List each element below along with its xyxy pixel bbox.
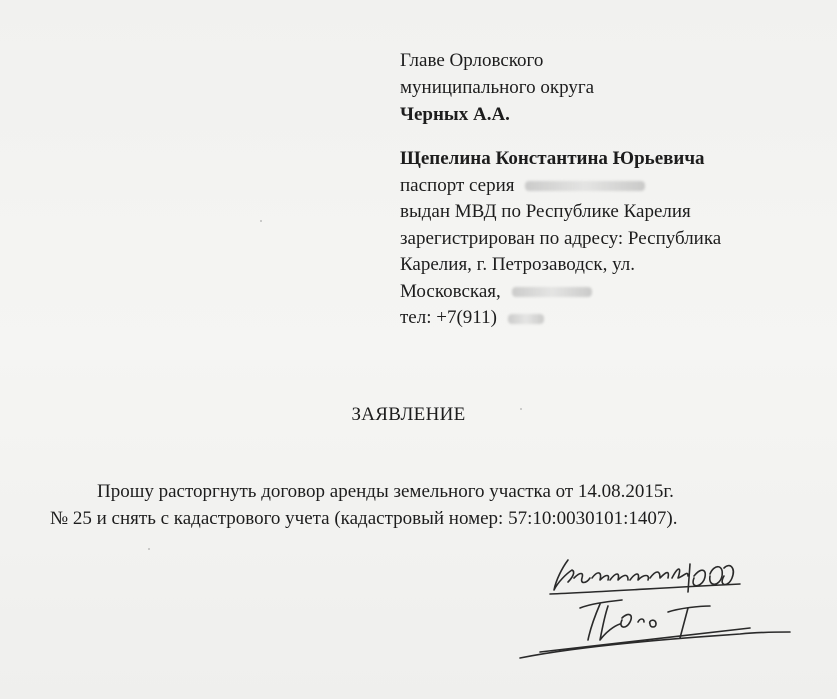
applicant-block: [400, 146, 721, 332]
redacted-phone: [508, 314, 544, 324]
body-line1: Прошу расторгнуть договор аренды земельного участка от 14.08.2015г.: [97, 481, 674, 502]
document-title: ЗАЯВЛЕНИЕ: [351, 404, 466, 425]
applicant-address-line3: [400, 279, 721, 306]
address-street: Московская,: [400, 280, 501, 302]
body-line2: № 25 и снять с кадастрового учета (кадастровый номер: 57:10:0030101:1407).: [50, 508, 678, 529]
applicant-passport-line: [400, 173, 721, 200]
redacted-address: [512, 287, 592, 297]
scan-speck: [260, 220, 262, 222]
scan-speck: [520, 408, 522, 410]
addressee-block: [400, 47, 594, 128]
redacted-passport: [525, 181, 645, 191]
scan-speck: [148, 548, 150, 550]
addressee-line1: Главе Орловского: [400, 50, 544, 71]
applicant-address-line2: Карелия, г. Петрозаводск, ул.: [400, 254, 635, 275]
applicant-phone-line: [400, 305, 721, 332]
applicant-name: Щепелина Константина Юрьевича: [400, 148, 705, 169]
phone-label: тел: +7(911): [400, 307, 497, 328]
passport-label: паспорт серия: [400, 174, 515, 196]
applicant-issued: выдан МВД по Республике Карелия: [400, 201, 691, 222]
addressee-line2: муниципального округа: [400, 77, 595, 98]
handwritten-signature: [510, 548, 800, 668]
document-body: [50, 478, 790, 532]
applicant-address-line1: зарегистрирован по адресу: Республика: [400, 227, 722, 249]
document-title-wrap: [0, 404, 837, 426]
addressee-name: Черных А.А.: [400, 104, 510, 125]
